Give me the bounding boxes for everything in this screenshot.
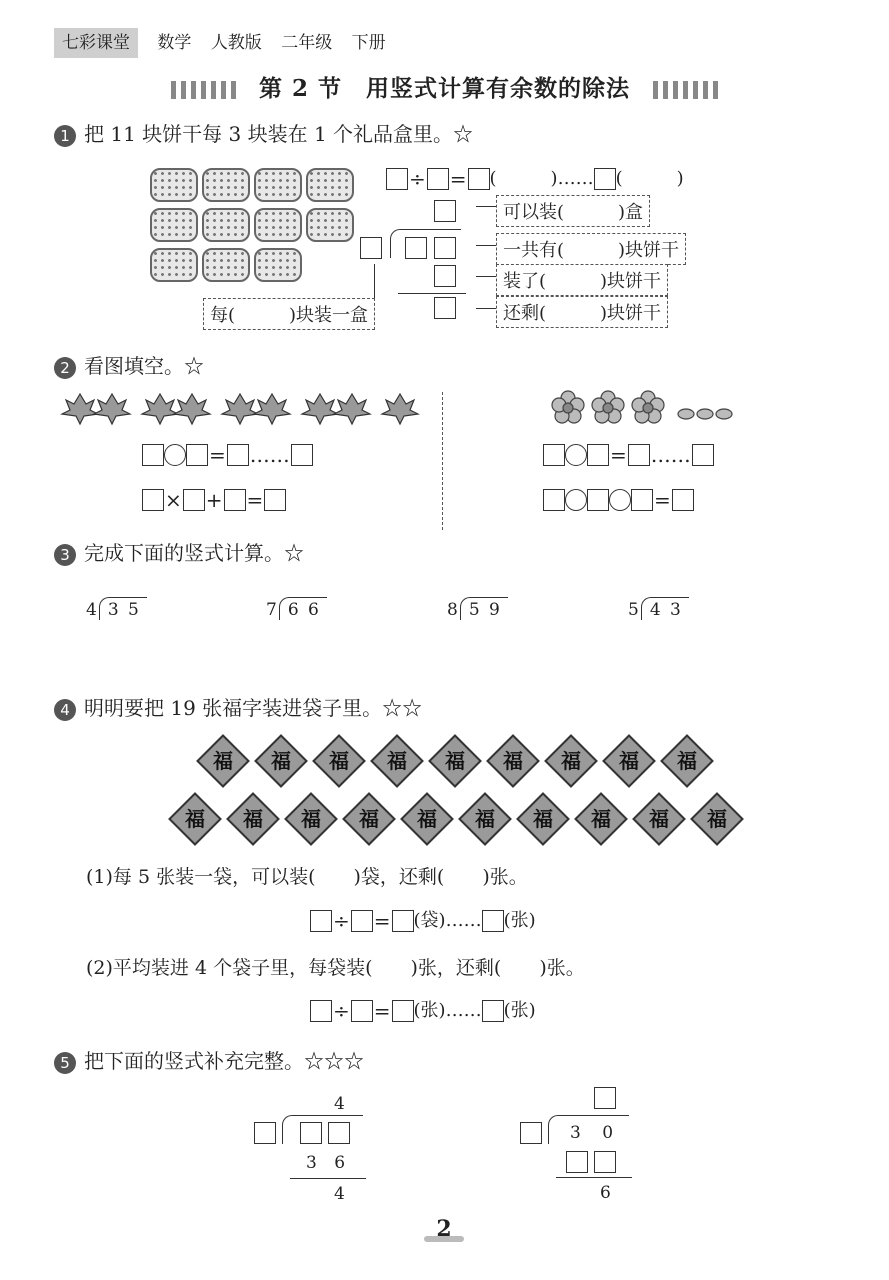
q4-text: 明明要把 19 张福字装进袋子里。☆☆ <box>84 696 423 720</box>
divisor: 8 <box>447 600 460 620</box>
fu-card: 福 <box>359 807 379 831</box>
section-title <box>0 70 889 103</box>
remainder-dots: …… <box>445 910 482 931</box>
operator-circle[interactable] <box>164 444 186 466</box>
stripe-decoration-left <box>171 81 241 99</box>
answer-box[interactable] <box>142 489 164 511</box>
q2-text: 看图填空。☆ <box>84 354 204 378</box>
arrow-line <box>476 308 496 309</box>
unit-zhang: (张) <box>503 1000 536 1021</box>
q3-prompt <box>54 537 304 566</box>
label-left: 还剩( )块饼干 <box>496 296 668 328</box>
label-per-box: 每( )块装一盒 <box>203 298 375 330</box>
fu-card: 福 <box>707 807 727 831</box>
q3-number: 3 <box>54 544 76 566</box>
remainder-box[interactable] <box>434 297 456 319</box>
remainder-dots: …… <box>445 1000 482 1021</box>
plus-sign: + <box>205 488 223 512</box>
equals-sign: = <box>610 443 627 467</box>
subtraction-line <box>556 1177 632 1178</box>
equals-sign: = <box>373 999 391 1023</box>
q4-part1-equation <box>310 906 536 933</box>
answer-box[interactable] <box>224 489 246 511</box>
biscuit-group <box>150 168 350 288</box>
q2-right-eq1 <box>543 443 714 467</box>
biscuit-icon <box>202 208 250 242</box>
leaf-icon <box>334 394 370 424</box>
divisor-box[interactable] <box>360 237 382 259</box>
dividend-box[interactable] <box>328 1122 350 1144</box>
leaf-icon <box>302 394 338 424</box>
answer-box[interactable] <box>628 444 650 466</box>
answer-box[interactable] <box>386 168 408 190</box>
dividend: 3 5 <box>99 597 147 620</box>
label-total: 一共有( )块饼干 <box>496 233 686 265</box>
stripe-decoration-right <box>648 81 718 99</box>
answer-box[interactable] <box>692 444 714 466</box>
remainder: 4 <box>334 1184 345 1204</box>
answer-box[interactable] <box>672 489 694 511</box>
arrow-line <box>476 206 496 207</box>
arrow-line <box>476 245 496 246</box>
dividend-box[interactable] <box>434 237 456 259</box>
petal-icon <box>697 409 713 419</box>
label-can-pack: 可以装( )盒 <box>496 195 650 227</box>
q4-prompt <box>54 692 422 721</box>
product-box[interactable] <box>434 265 456 287</box>
fu-card: 福 <box>213 749 233 773</box>
fu-card: 福 <box>185 807 205 831</box>
answer-box[interactable] <box>482 1000 504 1022</box>
biscuit-icon <box>202 248 250 282</box>
answer-box[interactable] <box>291 444 313 466</box>
operator-circle[interactable] <box>565 489 587 511</box>
q1-long-division <box>360 195 470 325</box>
answer-box[interactable] <box>482 910 504 932</box>
leaf-icon <box>382 394 418 424</box>
arrow-line <box>476 276 496 277</box>
answer-box[interactable] <box>427 168 449 190</box>
q5-text: 把下面的竖式补充完整。☆☆☆ <box>84 1049 364 1073</box>
volume-label: 下册 <box>351 33 386 53</box>
answer-box[interactable] <box>142 444 164 466</box>
subtraction-line <box>290 1178 366 1179</box>
dividend-box[interactable] <box>405 237 427 259</box>
q1-number: 1 <box>54 125 76 147</box>
q2-right-eq2 <box>543 488 694 512</box>
label-packed: 装了( )块饼干 <box>496 264 668 296</box>
answer-box[interactable] <box>392 910 414 932</box>
q5-left-division <box>254 1090 374 1210</box>
answer-box[interactable] <box>310 910 332 932</box>
divisor-box[interactable] <box>520 1122 542 1144</box>
q2-left-eq1 <box>142 443 313 467</box>
petal-icon <box>678 409 694 419</box>
equals-sign: = <box>246 488 264 512</box>
fu-card: 福 <box>271 749 291 773</box>
flower-icon <box>592 391 624 423</box>
flower-icon <box>632 391 664 423</box>
answer-box[interactable] <box>351 1000 373 1022</box>
q4-part2: (2)平均装进 4 个袋子里，每袋装( )张，还剩( )张。 <box>86 957 585 979</box>
divide-sign: ÷ <box>333 909 350 933</box>
leaf-icon <box>174 394 210 424</box>
answer-box[interactable] <box>543 489 565 511</box>
q1-equation: ÷ = ( )…… ( ) <box>386 164 684 191</box>
quotient-box[interactable] <box>434 200 456 222</box>
q5-prompt <box>54 1045 364 1074</box>
fu-card: 福 <box>301 807 321 831</box>
leaf-icon <box>222 394 258 424</box>
fu-card: 福 <box>445 749 465 773</box>
dividend: 6 6 <box>279 597 327 620</box>
biscuit-icon <box>150 168 198 202</box>
operator-circle[interactable] <box>609 489 631 511</box>
answer-box[interactable] <box>594 168 616 190</box>
answer-box[interactable] <box>468 168 490 190</box>
biscuit-icon <box>254 248 302 282</box>
answer-box[interactable] <box>351 910 373 932</box>
leaf-icon <box>94 394 130 424</box>
leaf-icon <box>142 394 178 424</box>
remainder-dots: …… <box>249 443 290 467</box>
divisor-box[interactable] <box>254 1122 276 1144</box>
unit-bag: (袋) <box>413 910 446 931</box>
division-bracket <box>282 1115 363 1144</box>
biscuit-icon <box>306 168 354 202</box>
biscuit-icon <box>150 208 198 242</box>
q5-right-division <box>520 1085 640 1210</box>
times-sign: × <box>165 488 182 512</box>
biscuit-icon <box>254 168 302 202</box>
fu-card: 福 <box>677 749 697 773</box>
equals-sign: = <box>373 909 391 933</box>
answer-box[interactable] <box>631 489 653 511</box>
vertical-division[interactable] <box>86 597 147 620</box>
q3-text: 完成下面的竖式计算。☆ <box>84 541 304 565</box>
fu-card: 福 <box>619 749 639 773</box>
operator-circle[interactable] <box>565 444 587 466</box>
quotient: 4 <box>334 1094 345 1114</box>
q2-prompt <box>54 350 204 379</box>
dividend: 4 3 <box>641 597 689 620</box>
answer-box[interactable] <box>264 489 286 511</box>
answer-box[interactable] <box>587 489 609 511</box>
remainder-dots: …… <box>650 443 691 467</box>
remainder: 6 <box>600 1183 611 1203</box>
flower-picture <box>550 390 740 426</box>
fu-card: 福 <box>591 807 611 831</box>
q1-text: 把 11 块饼干每 3 块装在 1 个礼品盒里。☆ <box>84 122 474 146</box>
biscuit-icon <box>150 248 198 282</box>
leaf-picture <box>60 388 440 426</box>
fu-card: 福 <box>243 807 263 831</box>
divide-sign: ÷ <box>333 999 350 1023</box>
dividend-box[interactable] <box>300 1122 322 1144</box>
answer-box[interactable] <box>183 489 205 511</box>
arrow-line <box>374 264 375 298</box>
vertical-division[interactable] <box>447 597 508 620</box>
fu-card: 福 <box>533 807 553 831</box>
answer-box[interactable] <box>186 444 208 466</box>
dividend: 5 9 <box>460 597 508 620</box>
page-number <box>424 1216 464 1242</box>
fu-card: 福 <box>387 749 407 773</box>
answer-box[interactable] <box>227 444 249 466</box>
quotient-box[interactable] <box>594 1087 616 1109</box>
page-number-text: 2 <box>436 1216 452 1242</box>
unit-blank: ( ) <box>489 168 558 189</box>
unit-zhang: (张) <box>413 1000 446 1021</box>
answer-box[interactable] <box>310 1000 332 1022</box>
fu-card: 福 <box>561 749 581 773</box>
equals-sign: = <box>209 443 226 467</box>
divisor: 5 <box>628 600 641 620</box>
fu-card: 福 <box>475 807 495 831</box>
brand-label: 七彩课堂 <box>54 28 138 58</box>
header-bar <box>54 28 400 54</box>
q4-part2-equation <box>310 996 536 1023</box>
section-title-text: 第 2 节 用竖式计算有余数的除法 <box>258 75 631 102</box>
dividend: 3 0 <box>570 1123 622 1143</box>
grade-label: 二年级 <box>281 33 333 53</box>
biscuit-icon <box>202 168 250 202</box>
product: 3 6 <box>306 1153 352 1173</box>
fu-card-grid <box>185 736 738 856</box>
subject-label: 数学 <box>157 33 192 53</box>
product-box[interactable] <box>594 1151 616 1173</box>
subtraction-line <box>398 293 466 294</box>
equals-sign: = <box>654 488 671 512</box>
q2-number: 2 <box>54 357 76 379</box>
divisor: 7 <box>266 600 279 620</box>
biscuit-icon <box>306 208 354 242</box>
q4-number: 4 <box>54 699 76 721</box>
product-box[interactable] <box>566 1151 588 1173</box>
edition-label: 人教版 <box>210 33 262 53</box>
vertical-division[interactable] <box>266 597 327 620</box>
q4-part1: (1)每 5 张装一袋，可以装( )袋，还剩( )张。 <box>86 866 528 888</box>
answer-box[interactable] <box>392 1000 414 1022</box>
biscuit-icon <box>254 208 302 242</box>
q2-left-eq2 <box>142 488 286 512</box>
q5-number: 5 <box>54 1052 76 1074</box>
divisor: 4 <box>86 600 99 620</box>
vertical-division[interactable] <box>628 597 689 620</box>
divider <box>442 392 443 530</box>
fu-card: 福 <box>649 807 669 831</box>
petal-icon <box>716 409 732 419</box>
unit-blank: ( ) <box>615 168 684 189</box>
unit-zhang: (张) <box>503 910 536 931</box>
remainder-dots: …… <box>557 168 594 189</box>
flower-icon <box>552 391 584 423</box>
fu-card: 福 <box>329 749 349 773</box>
fu-card: 福 <box>417 807 437 831</box>
answer-box[interactable] <box>543 444 565 466</box>
q1-prompt <box>54 118 473 147</box>
fu-card: 福 <box>503 749 523 773</box>
leaf-icon <box>254 394 290 424</box>
answer-box[interactable] <box>587 444 609 466</box>
leaf-icon <box>62 394 98 424</box>
